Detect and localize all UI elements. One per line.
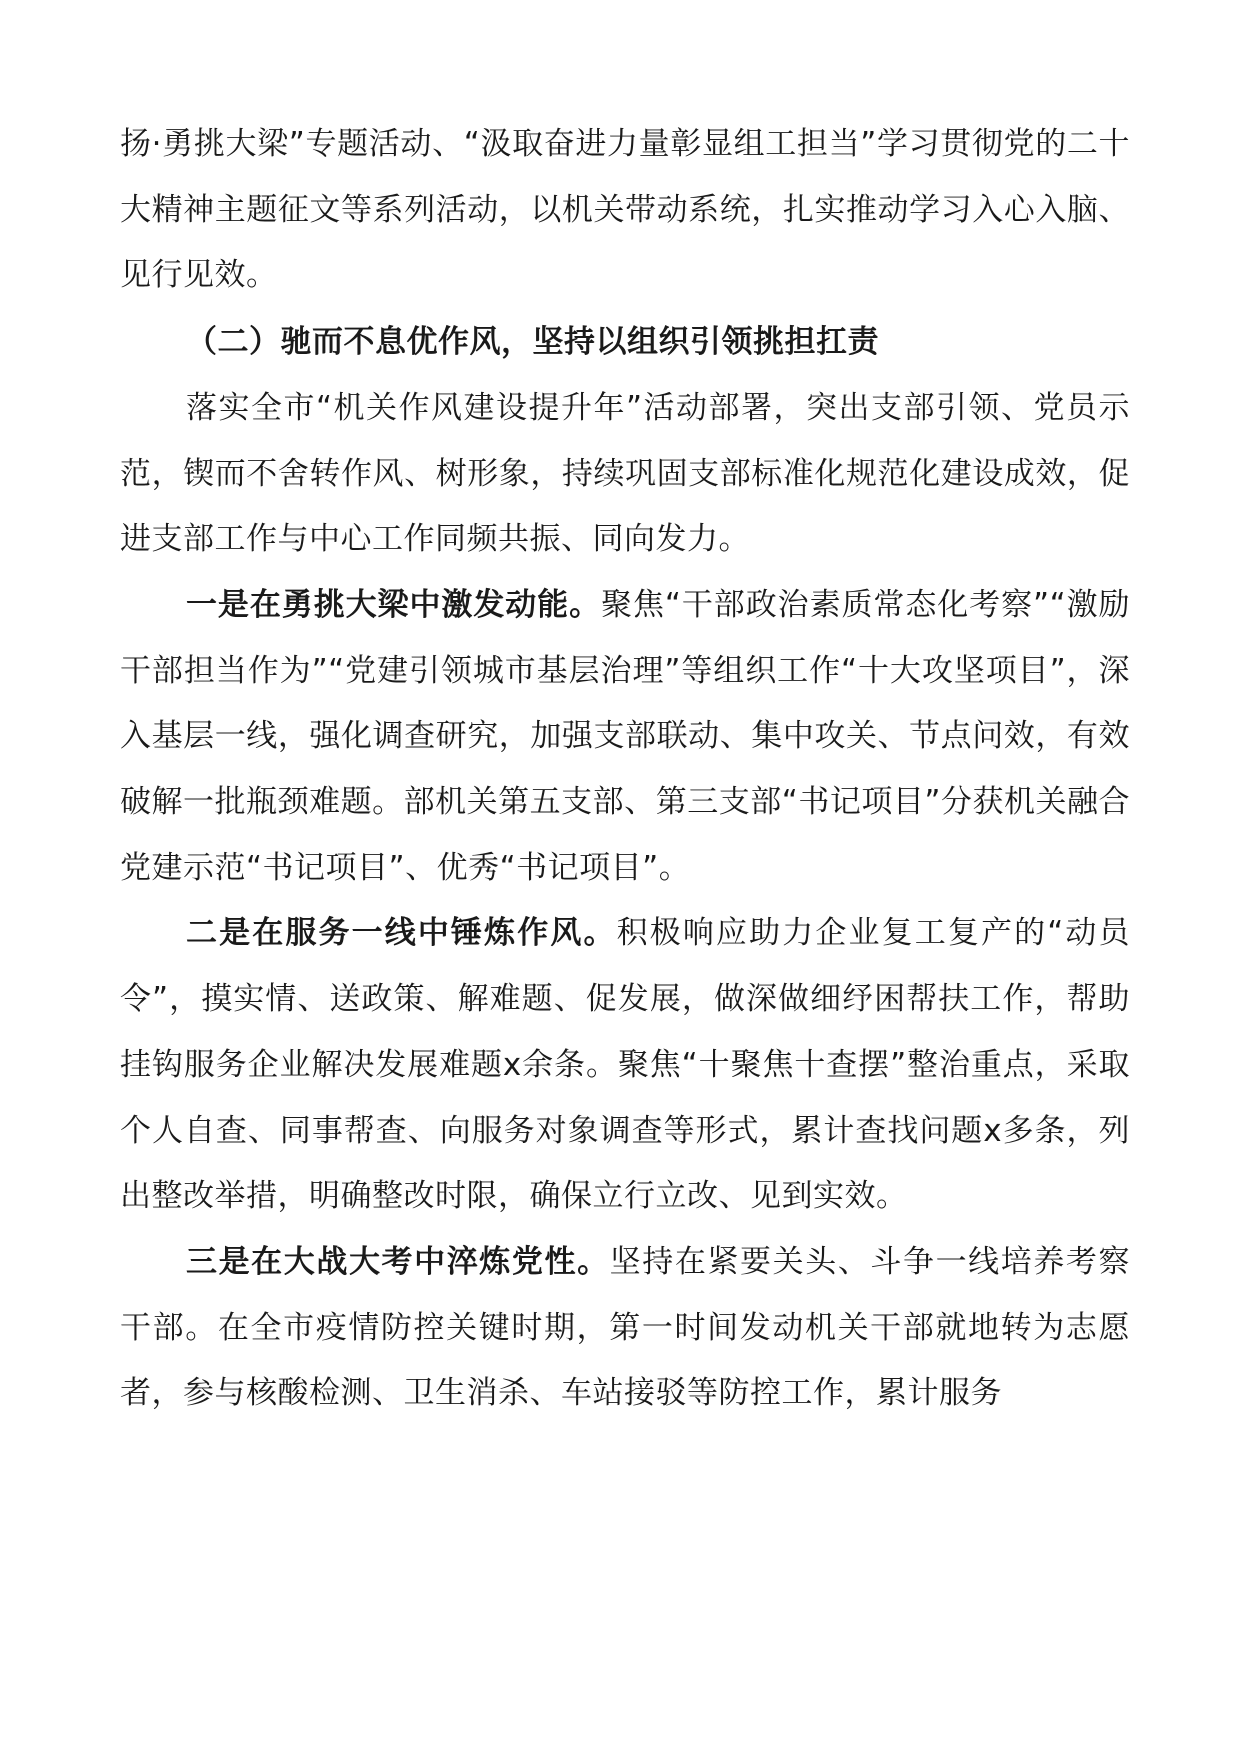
paragraph-lead: 二是在服务一线中锤炼作风。 (186, 915, 617, 952)
paragraph-continuation (120, 112, 1130, 309)
paragraph-item-1 (120, 573, 1130, 902)
paragraph-text: 落实全市“机关作风建设提升年”活动部署，突出支部引领、党员示范，锲而不舍转作风、树形象，持续巩固支部标准化规范化建设成效，促进支部工作与中心工作同频共振、同向发力。 (120, 389, 1130, 558)
section-heading-text: （二）驰而不息优作风，坚持以组织引领挑担扛责 (186, 324, 879, 361)
paragraph-text: 坚持在紧要关头、斗争一线培养考察干部。在全市疫情防控关键时期，第一时间发动机关干部就地转为志愿者，参与核酸检测、卫生消杀、车站接驳等防控工作，累计服务 (120, 1243, 1131, 1412)
document-page (120, 112, 1130, 1427)
paragraph-item-2 (120, 901, 1130, 1230)
section-heading (120, 310, 1130, 376)
paragraph-lead: 三是在大战大考中淬炼党性。 (186, 1243, 610, 1280)
paragraph-intro (120, 376, 1130, 573)
paragraph-text: 聚焦“干部政治素质常态化考察”“激励干部担当作为”“党建引领城市基层治理”等组织工作“十大攻坚项目”，深入基层一线，强化调查研究，加强支部联动、集中攻关、节点问效，有效破解一批瓶颈难题。部机关第五支部、第三支部“书记项目”分获机关融合党建示范“书记项目”、优秀“书记项目”。 (120, 586, 1131, 886)
paragraph-text: 扬·勇挑大梁”专题活动、“汲取奋进力量彰显组工担当”学习贯彻党的二十大精神主题征文等系列活动，以机关带动系统，扎实推动学习入心入脑、见行见效。 (120, 126, 1130, 294)
paragraph-item-3 (120, 1230, 1130, 1427)
paragraph-lead: 一是在勇挑大梁中激发动能。 (186, 586, 602, 623)
paragraph-text: 积极响应助力企业复工复产的“动员令”，摸实情、送政策、解难题、促发展，做深做细纾困帮扶工作，帮助挂钩服务企业解决发展难题x余条。聚焦“十聚焦十查摆”整治重点，采取个人自查、同事帮查、向服务对象调查等形式，累计查找问题x多条，列出整改举措，明确整改时限，确保立行立改、见到实效。 (120, 915, 1131, 1215)
